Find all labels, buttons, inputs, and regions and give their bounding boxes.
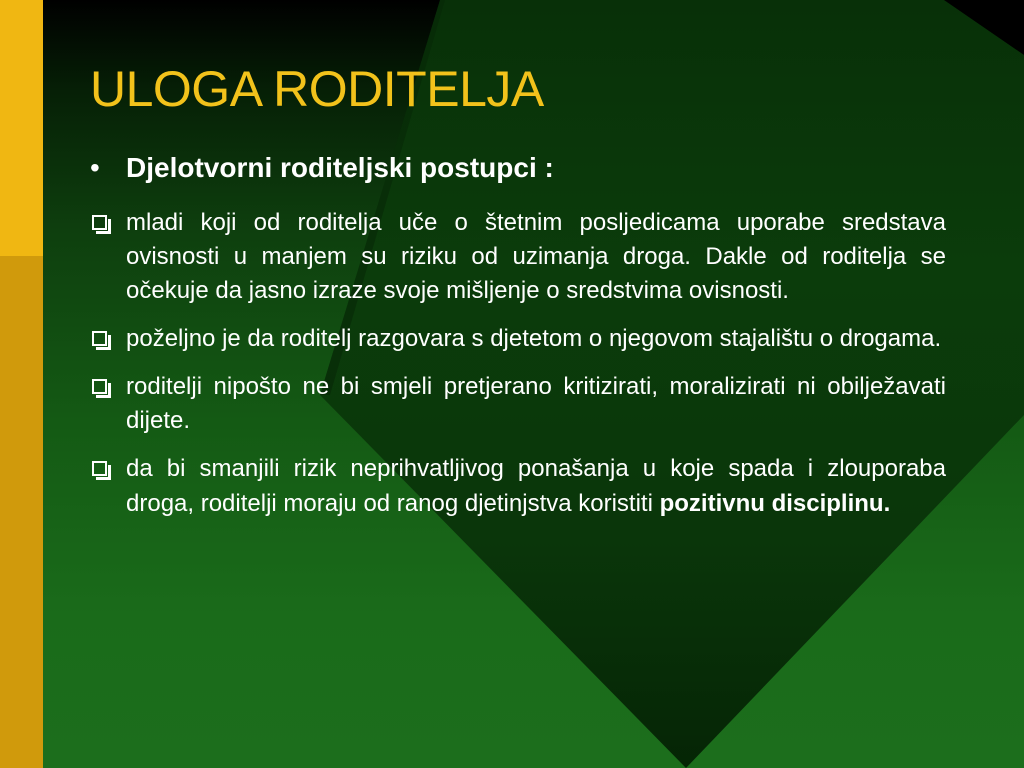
list-item-bold: pozitivnu disciplinu. xyxy=(659,489,891,517)
list-item xyxy=(90,452,946,520)
bullet-heading xyxy=(90,152,946,184)
checkbox-square-icon xyxy=(90,370,126,404)
checkbox-square-icon xyxy=(90,452,126,486)
list-item xyxy=(90,206,946,308)
list-item xyxy=(90,322,946,356)
accent-bar-top xyxy=(0,0,43,256)
accent-bar-bottom xyxy=(0,256,43,768)
list-item xyxy=(90,370,946,438)
slide-content xyxy=(90,152,946,535)
list-item-body: roditelji nipošto ne bi smjeli pretjerano kritizirati, moralizirati ni obilježavati dijete. xyxy=(126,373,946,435)
list-item-text xyxy=(126,452,946,520)
list-item-body: da bi smanjili rizik neprihvatljivog ponašanja u koje spada i zlouporaba droga, roditelji moraju od ranog djetinjstva koristiti xyxy=(126,455,946,517)
list-item-body: mladi koji od roditelja uče o štetnim posljedicama uporabe sredstava ovisnosti u manjem su riziku od uzimanja droga. Dakle od roditelja se očekuje da jasno izraze svoje mišljenje o sredstvima ovisnosti. xyxy=(126,209,946,305)
bullet-dot-icon: • xyxy=(90,152,100,183)
list-item-text xyxy=(126,322,946,356)
list-item-text xyxy=(126,206,946,308)
slide-title: ULOGA RODITELJA xyxy=(90,61,544,117)
bullet-heading-text: Djelotvorni roditeljski postupci : xyxy=(126,152,554,183)
list-item-text xyxy=(126,370,946,438)
checkbox-square-icon xyxy=(90,322,126,356)
checkbox-square-icon xyxy=(90,206,126,240)
list-item-body: poželjno je da roditelj razgovara s djetetom o njegovom stajalištu o drogama. xyxy=(126,325,942,353)
